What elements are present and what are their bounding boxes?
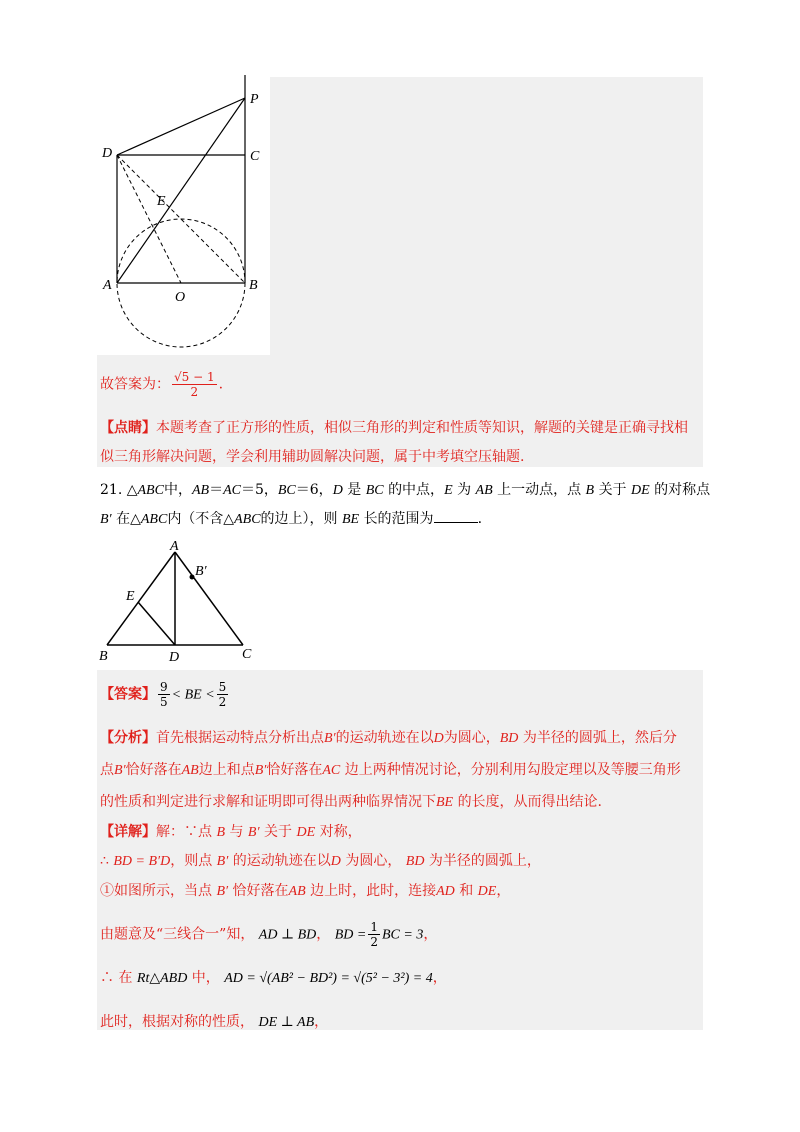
geometry-figure-square [95, 75, 270, 355]
label-A: A [103, 278, 112, 293]
question-line-1: 21. △ABC中，AB＝AC＝5，BC＝6，D 是 BC 的中点，E 为 AB 上一动点，点 B 关于 DE 的对称点 [100, 482, 711, 498]
comment-line-1: 【点睛】本题考查了正方形的性质，相似三角形的判定和性质等知识，解题的关键是正确寻找相 [100, 420, 688, 436]
detail-line-6: 此时，根据对称的性质， DE ⊥ AB， [100, 1014, 329, 1030]
detail-line-3: ①如图所示，当点 B′ 恰好落在AB 边上时，此时，连接AD 和 DE， [100, 883, 511, 899]
detail-line-1: 【详解】解：∵点 B 与 B′ 关于 DE 对称， [100, 824, 362, 840]
label-D: D [102, 146, 113, 161]
answer-line: 【答案】 $\frac{9}{5}$ < BE < $\frac{5}{2}$ [100, 680, 227, 709]
tri-label-E: E [126, 589, 135, 604]
label-E: E [157, 194, 166, 209]
analysis-line-3: 的性质和判定进行求解和证明即可得出两种临界情况下BE 的长度，从而得出结论. [100, 794, 603, 810]
tri-label-C: C [242, 647, 252, 662]
tri-label-D: D [169, 650, 180, 665]
tri-label-B-prime: B′ [195, 564, 207, 579]
detail-line-5: ∴ 在 Rt△ABD 中， AD = √(AB² − BD²) = √(5² − 3²) = 4， [100, 970, 447, 986]
label-C: C [250, 149, 260, 164]
tri-label-B: B [99, 649, 108, 664]
analysis-line-1: 【分析】首先根据运动特点分析出点B′的运动轨迹在以D为圆心，BD 为半径的圆弧上，然后分 [100, 730, 677, 746]
label-B: B [249, 278, 258, 293]
question-line-2: B′ 在△ABC内（不含△ABC的边上），则 BE 长的范围为 . [100, 508, 482, 530]
previous-answer: 故答案为： $\frac{√5 - 1}{2}$ . [100, 370, 224, 399]
comment-line-2: 似三角形解决问题，学会利用辅助圆解决问题，属于中考填空压轴题. [100, 449, 525, 465]
detail-line-2: ∴ BD = B′D，则点 B′ 的运动轨迹在以D 为圆心， BD 为半径的圆弧上， [100, 853, 541, 869]
label-P: P [250, 92, 259, 107]
geometry-figure-triangle [95, 540, 265, 665]
label-O: O [175, 290, 186, 305]
detail-line-4: 由题意及“三线合一”知， AD ⊥ BD， BD = $\frac{1}{2}$ BC = 3， [100, 920, 438, 949]
tri-label-A: A [170, 540, 179, 554]
answer-blank [434, 508, 478, 523]
analysis-line-2: 点B′恰好落在AB边上和点B′恰好落在AC 边上两种情况讨论，分别利用勾股定理以及等腰三角形 [100, 762, 681, 778]
